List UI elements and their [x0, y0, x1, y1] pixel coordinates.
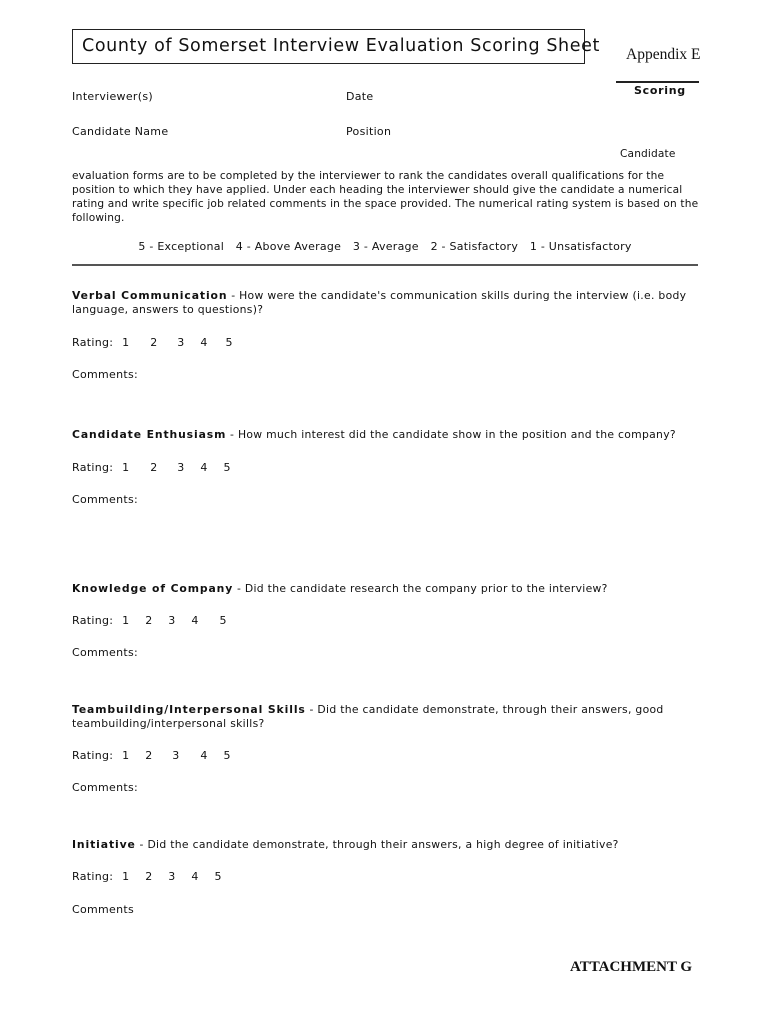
rating-option-3[interactable]: 3	[168, 870, 176, 883]
date-field-label: Date	[346, 90, 374, 103]
scale-item: 5 - Exceptional	[138, 240, 225, 253]
rating-option-2[interactable]: 2	[150, 461, 158, 474]
scale-item: 1 - Unsatisfactory	[529, 240, 632, 253]
rating-option-1[interactable]: 1	[122, 336, 130, 349]
section-title: Verbal Communication	[72, 289, 228, 302]
scale-item: 2 - Satisfactory	[430, 240, 519, 253]
scoring-rule	[616, 81, 699, 83]
rating-option-3[interactable]: 3	[172, 749, 180, 762]
section-candidate-enthusiasm	[72, 428, 692, 442]
rating-row	[72, 870, 222, 883]
comments-label: Comments	[72, 903, 135, 916]
scale-item: 4 - Above Average	[235, 240, 342, 253]
rating-option-4[interactable]: 4	[200, 749, 208, 762]
position-field-label: Position	[346, 125, 392, 138]
section-verbal-communication	[72, 289, 692, 317]
rating-option-5[interactable]: 5	[223, 461, 231, 474]
rating-option-4[interactable]: 4	[200, 336, 208, 349]
comments-label: Comments:	[72, 368, 139, 381]
rating-scale	[72, 240, 698, 253]
comments-label: Comments:	[72, 646, 139, 659]
rating-option-3[interactable]: 3	[177, 336, 185, 349]
rating-option-3[interactable]: 3	[168, 614, 176, 627]
rating-option-5[interactable]: 5	[219, 614, 227, 627]
section-title: Knowledge of Company	[72, 582, 234, 595]
rating-option-1[interactable]: 1	[122, 870, 130, 883]
rating-row	[72, 749, 231, 762]
rating-option-5[interactable]: 5	[214, 870, 222, 883]
rating-label: Rating:	[72, 614, 114, 627]
section-question: - How were the candidate's communication skills during the interview (i.e. body language, answers to questions)?	[72, 289, 687, 316]
rating-option-4[interactable]: 4	[191, 614, 199, 627]
rating-option-5[interactable]: 5	[223, 749, 231, 762]
rating-label: Rating:	[72, 870, 114, 883]
section-question: - Did the candidate demonstrate, through their answers, good teambuilding/interpersonal skills?	[72, 703, 664, 730]
interviewers-field-label: Interviewer(s)	[72, 90, 153, 103]
scale-item: 3 - Average	[352, 240, 419, 253]
title-box	[72, 29, 600, 64]
rating-option-1[interactable]: 1	[122, 749, 130, 762]
rating-option-1[interactable]: 1	[122, 461, 130, 474]
section-question: - Did the candidate demonstrate, through their answers, a high degree of initiative?	[135, 838, 619, 851]
rating-row	[72, 461, 231, 474]
candidate-name-field-label: Candidate Name	[72, 125, 169, 138]
section-title: Initiative	[72, 838, 136, 851]
rating-row	[72, 614, 227, 627]
intro-paragraph: evaluation forms are to be completed by the interviewer to rank the candidates overall qualifications for the position to which they have applied. Under each heading the interviewer should give the candidate a numerical rating and write specific job related comments in the space provided. The numerical rating system is based on the following.	[72, 170, 699, 224]
rating-option-4[interactable]: 4	[200, 461, 208, 474]
section-divider	[72, 264, 698, 266]
page-title: County of Somerset Interview Evaluation Scoring Sheet	[82, 36, 600, 56]
rating-row	[72, 336, 233, 349]
rating-label: Rating:	[72, 749, 114, 762]
section-title: Candidate Enthusiasm	[72, 428, 227, 441]
section-teambuilding-interpersonal-skills	[72, 703, 692, 731]
section-question: - How much interest did the candidate show in the position and the company?	[226, 428, 676, 441]
rating-label: Rating:	[72, 336, 114, 349]
section-question: - Did the candidate research the company prior to the interview?	[233, 582, 608, 595]
section-knowledge-of-company	[72, 582, 692, 596]
rating-option-4[interactable]: 4	[191, 870, 199, 883]
section-initiative	[72, 838, 692, 852]
attachment-label: ATTACHMENT G	[570, 959, 693, 975]
comments-label: Comments:	[72, 781, 139, 794]
rating-option-5[interactable]: 5	[225, 336, 233, 349]
comments-label: Comments:	[72, 493, 139, 506]
intro-first-word: Candidate	[620, 148, 676, 160]
appendix-label: Appendix E	[626, 46, 701, 63]
rating-option-2[interactable]: 2	[145, 614, 153, 627]
rating-label: Rating:	[72, 461, 114, 474]
rating-option-1[interactable]: 1	[122, 614, 130, 627]
rating-option-2[interactable]: 2	[145, 749, 153, 762]
rating-option-2[interactable]: 2	[145, 870, 153, 883]
rating-option-2[interactable]: 2	[150, 336, 158, 349]
section-title: Teambuilding/Interpersonal Skills	[72, 703, 306, 716]
rating-option-3[interactable]: 3	[177, 461, 185, 474]
scoring-label: Scoring	[634, 84, 686, 97]
